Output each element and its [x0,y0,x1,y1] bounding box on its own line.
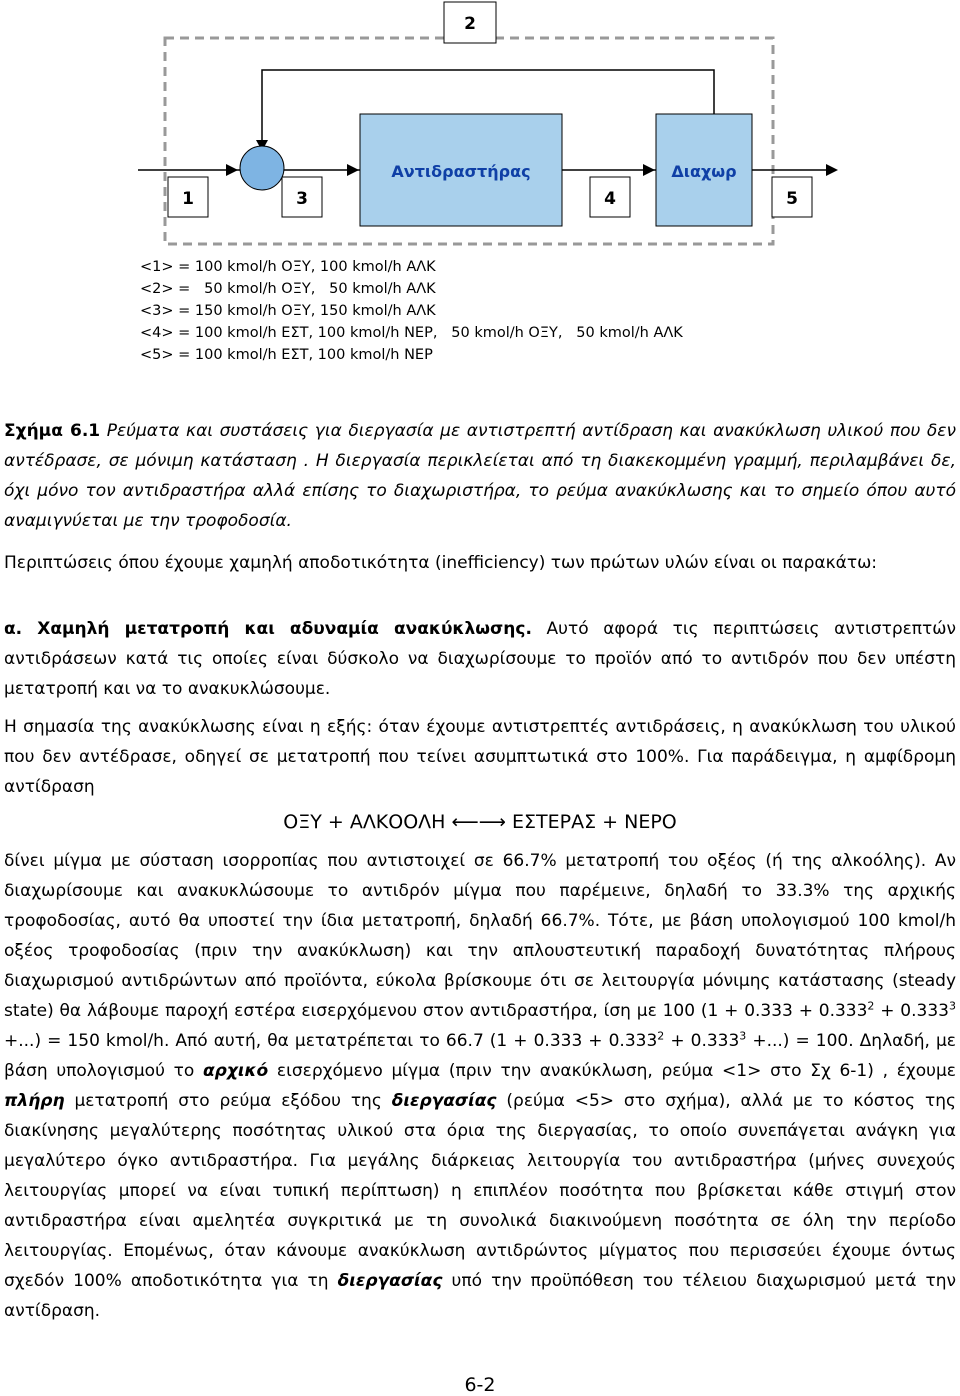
process-flow-diagram [0,0,960,250]
figure-number: Σχήμα 6.1 [4,421,101,441]
stream-4-label: 4 [604,189,616,209]
p4-sup-b: 3 [948,999,956,1013]
p4-emphasis-process: διεργασίας [391,1091,497,1111]
mixer-node [240,146,284,190]
p4-emphasis-initial: αρχικό [203,1061,269,1081]
paragraph-recycle-example [4,846,956,1326]
figure-caption-text: Ρεύματα και συστάσεις για διεργασία με αντιστρεπτή αντίδραση και ανακύκλωση υλικού που δεν αντέδρασε, σε μόνιμη κατάσταση . Η διεργασία περικλείεται από τη διακεκομμένη γραμμή, περιλαμβάνει δε, όχι μόνο τον αντιδραστήρα αλλά επίσης το διαχωριστήρα, το ρεύμα ανακύκλωσης και το σημείο όπου αυτό αναμιγνύεται με την τροφοδοσία. [4,421,956,531]
arrow-to-reactor [347,164,359,176]
stream-composition-1: <1> = 100 kmol/h ΟΞΥ, 100 kmol/h ΑΛΚ [140,259,436,275]
p4-text-3: +...) = 150 kmol/h. Από αυτή, θα μετατρέπεται το 66.7 (1 + 0.333 + 0.333 [4,1031,658,1051]
paragraph-inefficiency-intro: Περιπτώσεις όπου έχουμε χαμηλή αποδοτικότητα (inefficiency) των πρώτων υλών είναι οι παρακάτω: [4,553,878,573]
p4-text-7: μετατροπή στο ρεύμα εξόδου της [64,1091,392,1111]
section-heading-low-conversion: α. Χαμηλή μετατροπή και αδυναμία ανακύκλωσης. [4,619,532,639]
stream-3-label: 3 [296,189,308,209]
page-number: 6-2 [464,1374,496,1396]
p4-text-4: + 0.333 [664,1031,740,1051]
separator-label: Διαχωρ [671,162,737,181]
reactor-label: Αντιδραστήρας [391,162,531,181]
stream-2-label: 2 [464,14,476,34]
p4-text-6: εισερχόμενο μίγμα (πριν την ανακύκλωση, ρεύμα <1> στο Σχ 6-1) , έχουμε [268,1061,956,1081]
stream-composition-5: <5> = 100 kmol/h ΕΣΤ, 100 kmol/h ΝΕΡ [140,347,433,363]
stream-5-label: 5 [786,189,798,209]
p4-text-9: υπό την προϋπόθεση του τέλειου διαχωρισμού μετά την αντίδραση. [4,1271,956,1321]
paragraph-low-conversion [4,614,956,704]
p4-emphasis-complete: πλήρη [4,1091,65,1111]
stream-composition-3: <3> = 150 kmol/h ΟΞΥ, 150 kmol/h ΑΛΚ [140,303,436,319]
stream-composition-4: <4> = 100 kmol/h ΕΣΤ, 100 kmol/h ΝΕΡ, 50 kmol/h ΟΞΥ, 50 kmol/h ΑΛΚ [140,325,683,341]
p4-text-1: δίνει μίγμα με σύσταση ισορροπίας που αντιστοιχεί σε 66.7% μετατροπή του οξέος (ή της αλκοόλης). Αν διαχωρίσουμε και ανακυκλώσουμε το αντιδρόν μίγμα που παρέμεινε, δηλαδή το 33.3% της αρχικής τροφοδοσίας, αυτό θα υποστεί την ίδια μετατροπή, δηλαδή 66.7%. Τότε, με βάση υπολογισμού 100 kmol/h οξέος τροφοδοσίας (πριν την ανακύκλωση) και την απλουστευτική παραδοχή δυνατότητας πλήρους διαχωρισμού αντιδρώντων από προϊόντα, εύκολα βρίσκουμε ότι σε λειτουργία μόνιμης κατάστασης (steady state) θα λάβουμε παροχή εστέρα εισερχόμενου στον αντιδραστήρα, ίση με 100 (1 + 0.333 + 0.333 [4,851,956,1021]
figure-caption [4,416,956,536]
p4-text-5: +...) = 100. Δηλαδή, με βάση υπολογισμού το [4,1031,956,1081]
paragraph-recycle-importance: Η σημασία της ανακύκλωσης είναι η εξής: όταν έχουμε αντιστρεπτές αντιδράσεις, η ανακύκλωση του υλικού που δεν αντέδρασε, οδηγεί σε μετατροπή που τείνει ασυμπτωτικά στο 100%. Για παράδειγμα, η αμφίδρομη αντίδραση [4,717,956,797]
stream-1-label: 1 [182,189,194,209]
p4-text-8: (ρεύμα <5> στο σχήμα), αλλά με το κόστος της διακίνησης μεγαλύτερης ποσότητας υλικού στα όρια της διεργασίας, το οποίο συνεπάγεται ανάγκη για μεγαλύτερο όγκο αντιδραστήρα. Για μεγάλης διάρκειας λειτουργία του αντιδραστήρα (μήνες συνεχούς λειτουργίας μπορεί να είναι τυπική περίπτωση) η επιπλέον ποσότητα που βρίσκεται κάθε στιγμή στον αντιδραστήρα είναι αμελητέα συγκριτικά με τη συνολικά διακινούμενη ποσότητα σε όλη την περίοδο λειτουργίας. Επομένως, όταν κάνουμε ανακύκλωση αντιδρώντος μίγματος που περισσεύει έχουμε όντως σχεδόν 100% αποδοτικότητα για τη [4,1091,956,1291]
p4-sup-a: 2 [867,999,875,1013]
reaction-equation: ΟΞΥ + ΑΛΚΟΟΛΗ ⟵⟶ ΕΣΤΕΡΑΣ + ΝΕΡΟ [283,811,677,833]
stream-composition-2: <2> = 50 kmol/h ΟΞΥ, 50 kmol/h ΑΛΚ [140,281,436,297]
p4-emphasis-process-2: διεργασίας [337,1271,443,1291]
p4-sup-d: 3 [739,1029,747,1043]
p4-text-2: + 0.333 [874,1001,949,1021]
arrow-to-mixer [226,164,238,176]
arrow-to-separator [643,164,655,176]
p4-sup-c: 2 [657,1029,665,1043]
arrow-outlet [826,164,838,176]
paragraph-low-conversion-text: Αυτό αφορά τις περιπτώσεις αντιστρεπτών αντιδράσεων κατά τις οποίες είναι δύσκολο να διαχωρίσουμε το προϊόν από το αντιδρόν που δεν υπέστη μετατροπή και να το ανακυκλώσουμε. [4,619,957,699]
